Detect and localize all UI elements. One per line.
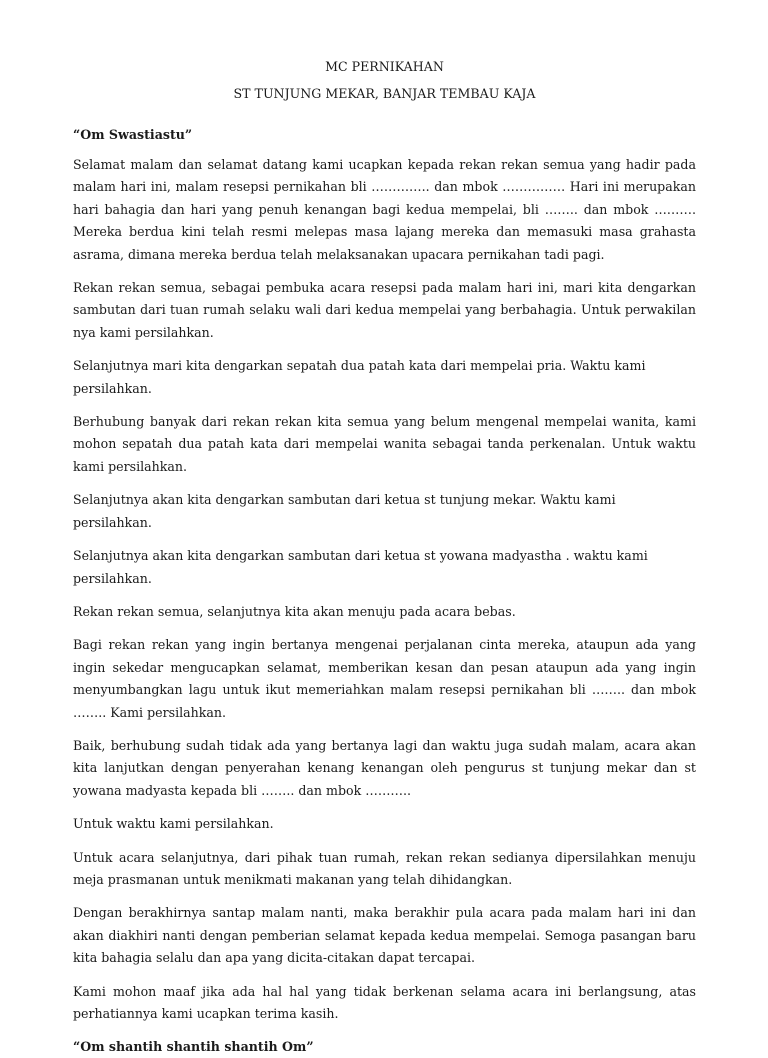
paragraph-opening-speech: Rekan rekan semua, sebagai pembuka acara resepsi pada malam hari ini, mari kita dengarkan sambutan dari tuan rumah selaku wali dari kedua mempelai yang berbahagia. Untuk perwakilan nya kami persilahkan. — [73, 280, 696, 340]
paragraph-bride-speech: Berhubung banyak dari rekan rekan kita semua yang belum mengenal mempelai wanita, kami mohon sepatah dua patah kata dari mempelai wanita sebagai tanda perkenalan. Untuk waktu kami persilahkan. — [73, 414, 696, 474]
paragraph-souvenir: Baik, berhubung sudah tidak ada yang bertanya lagi dan waktu juga sudah malam, acara akan kita lanjutkan dengan penyerahan kenang kenangan oleh pengurus st tunjung mekar dan st yowana madyasta kepada bli …….. dan mbok ……….. — [73, 737, 696, 798]
opening-greeting: “Om Swastiastu” — [73, 127, 193, 142]
paragraph-questions: Bagi rekan rekan yang ingin bertanya mengenai perjalanan cinta mereka, ataupun ada yang ingin sekedar mengucapkan selamat, memberikan kesan dan pesan ataupun ada yang ingin menyumbangkan lagu untuk ikut memeriahkan malam resepsi pernikahan bli …….. dan mbok …….. Kami persilahkan. — [73, 637, 696, 720]
paragraph-free-session: Rekan rekan semua, selanjutnya kita akan menuju pada acara bebas. — [73, 603, 516, 619]
paragraph-groom-speech: Selanjutnya mari kita dengarkan sepatah dua patah kata dari mempelai pria. Waktu kami persilahkan. — [73, 358, 646, 396]
paragraph-time-invite: Untuk waktu kami persilahkan. — [73, 816, 274, 832]
paragraph-dinner: Untuk acara selanjutnya, dari pihak tuan rumah, rekan rekan sedianya dipersilahkan menuju meja prasmanan untuk menikmati makanan yang telah dihidangkan. — [73, 849, 696, 887]
document-subtitle: ST TUNJUNG MEKAR, BANJAR TEMBAU KAJA — [233, 86, 536, 101]
document-page — [73, 56, 696, 1058]
document-title: MC PERNIKAHAN — [325, 59, 444, 74]
paragraph-st-yowana-speech: Selanjutnya akan kita dengarkan sambutan dari ketua st yowana madyastha . waktu kami persilahkan. — [73, 548, 648, 586]
paragraph-ending: Dengan berakhirnya santap malam nanti, maka berakhir pula acara pada malam hari ini dan akan diakhiri nanti dengan pemberian selamat kepada kedua mempelai. Semoga pasangan baru kita bahagia selalu dan apa yang dicita-citakan dapat tercapai. — [73, 905, 696, 966]
closing-greeting: “Om shantih shantih shantih Om” — [73, 1039, 314, 1055]
paragraph-welcome: Selamat malam dan selamat datang kami ucapkan kepada rekan rekan semua yang hadir pada malam hari ini, malam resepsi pernikahan bli ………….. dan mbok …………… Hari ini merupakan hari bahagia dan hari yang penuh kenangan bagi kedua mempelai, bli …….. dan mbok ………. Mereka berdua kini telah resmi melepas masa lajang mereka dan memasuki masa grahasta asrama, dimana mereka berdua telah melaksanakan upacara pernikahan tadi pagi. — [73, 157, 696, 262]
paragraph-st-tunjung-speech: Selanjutnya akan kita dengarkan sambutan dari ketua st tunjung mekar. Waktu kami persilahkan. — [73, 492, 616, 530]
paragraph-apology: Kami mohon maaf jika ada hal hal yang tidak berkenan selama acara ini berlangsung, atas perhatiannya kami ucapkan terima kasih. — [73, 983, 696, 1021]
